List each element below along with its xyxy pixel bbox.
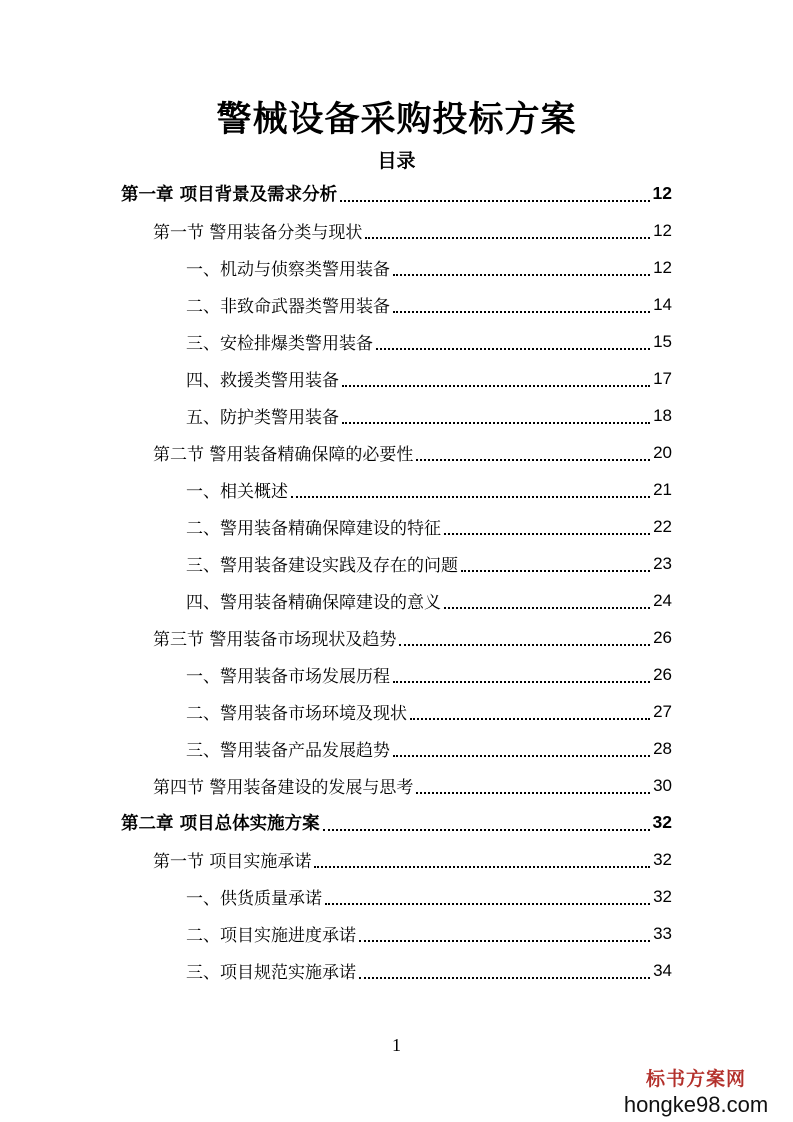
toc-entry-page: 23 [653,553,672,573]
toc-entry-section[interactable] [153,434,672,471]
toc-entry-page: 12 [653,257,672,277]
toc-leader-dots [340,200,649,202]
toc-entry-page: 15 [653,331,672,351]
toc-leader-dots [291,496,650,498]
toc-entry-subsection[interactable] [186,878,672,915]
toc-leader-dots [410,718,650,720]
toc-entry-subsection[interactable] [186,360,672,397]
toc-entry-page: 17 [653,368,672,388]
toc-entry-label: 二、警用装备精确保障建设的特征 [186,519,441,539]
toc-entry-page: 24 [653,590,672,610]
toc-leader-dots [359,940,650,942]
toc-leader-dots [416,459,650,461]
toc-entry-chapter-1[interactable] [121,175,672,212]
page-title: 警械设备采购投标方案 [216,100,577,140]
toc-leader-dots [342,385,650,387]
toc-leader-dots [325,903,650,905]
toc-entry-page: 14 [653,294,672,314]
toc-entry-label: 四、警用装备精确保障建设的意义 [186,593,441,613]
toc-entry-label: 一、相关概述 [186,482,288,502]
toc-entry-page: 34 [653,960,672,980]
toc-entry-label: 一、警用装备市场发展历程 [186,667,390,687]
toc-entry-subsection[interactable] [186,323,672,360]
toc-entry-page: 33 [653,923,672,943]
toc-entry-subsection[interactable] [186,693,672,730]
toc-entry-label: 第二章 项目总体实施方案 [121,814,320,834]
toc-entry-label: 一、机动与侦察类警用装备 [186,260,390,280]
watermark-site-name: 标书方案网 [645,1068,746,1090]
toc-leader-dots [393,681,650,683]
toc-entry-subsection[interactable] [186,582,672,619]
toc-entry-subsection[interactable] [186,545,672,582]
toc-entry-page: 32 [652,812,672,832]
toc-leader-dots [323,829,650,831]
toc-entry-chapter-2[interactable] [121,804,672,841]
toc-entry-page: 21 [653,479,672,499]
toc-leader-dots [399,644,650,646]
toc-leader-dots [376,348,650,350]
toc-leader-dots [444,607,650,609]
toc-entry-label: 三、警用装备产品发展趋势 [186,741,390,761]
site-watermark [611,1064,781,1118]
toc-entry-label: 二、非致命武器类警用装备 [186,297,390,317]
toc-entry-subsection[interactable] [186,471,672,508]
toc-entry-label: 四、救援类警用装备 [186,371,339,391]
toc-entry-subsection[interactable] [186,656,672,693]
toc-entry-page: 30 [653,775,672,795]
toc-entry-page: 22 [653,516,672,536]
toc-leader-dots [393,274,650,276]
toc-entry-section[interactable] [153,619,672,656]
toc-entry-label: 第三节 警用装备市场现状及趋势 [153,630,397,650]
toc-entry-page: 12 [652,183,672,203]
toc-leader-dots [461,570,650,572]
toc-entry-label: 第一节 警用装备分类与现状 [153,223,363,243]
toc-entry-subsection[interactable] [186,730,672,767]
toc-entry-subsection[interactable] [186,249,672,286]
toc-entry-subsection[interactable] [186,397,672,434]
toc-entry-label: 二、警用装备市场环境及现状 [186,704,407,724]
toc-leader-dots [393,755,650,757]
toc-leader-dots [365,237,650,239]
page-number: 1 [392,1035,401,1055]
toc-entry-page: 27 [653,701,672,721]
toc-entry-label: 第一节 项目实施承诺 [153,852,312,872]
toc-entry-page: 12 [653,220,672,240]
toc-entry-section[interactable] [153,841,672,878]
toc-entry-label: 三、安检排爆类警用装备 [186,334,373,354]
toc-entry-label: 一、供货质量承诺 [186,889,322,909]
toc-entry-page: 20 [653,442,672,462]
toc-leader-dots [359,977,650,979]
toc-entry-subsection[interactable] [186,286,672,323]
toc-leader-dots [416,792,650,794]
toc-entry-page: 32 [653,849,672,869]
toc-entry-page: 26 [653,627,672,647]
toc-entry-label: 第一章 项目背景及需求分析 [121,185,338,205]
toc-heading: 目录 [377,150,416,172]
toc-leader-dots [314,866,650,868]
toc-entry-section[interactable] [153,767,672,804]
toc-entry-subsection[interactable] [186,952,672,989]
toc-entry-page: 32 [653,886,672,906]
watermark-url: hongke98.com [623,1092,769,1117]
toc-leader-dots [444,533,650,535]
toc-leader-dots [342,422,650,424]
toc-entry-label: 三、项目规范实施承诺 [186,963,356,983]
toc-entry-label: 第四节 警用装备建设的发展与思考 [153,778,414,798]
toc-entry-label: 第二节 警用装备精确保障的必要性 [153,445,414,465]
toc-leader-dots [393,311,650,313]
toc-entry-page: 28 [653,738,672,758]
toc-entry-page: 18 [653,405,672,425]
toc-entry-label: 二、项目实施进度承诺 [186,926,356,946]
toc-entry-section[interactable] [153,212,672,249]
toc-entry-label: 五、防护类警用装备 [186,408,339,428]
toc-entry-subsection[interactable] [186,508,672,545]
toc-entry-subsection[interactable] [186,915,672,952]
toc-entry-label: 三、警用装备建设实践及存在的问题 [186,556,458,576]
toc-entry-page: 26 [653,664,672,684]
